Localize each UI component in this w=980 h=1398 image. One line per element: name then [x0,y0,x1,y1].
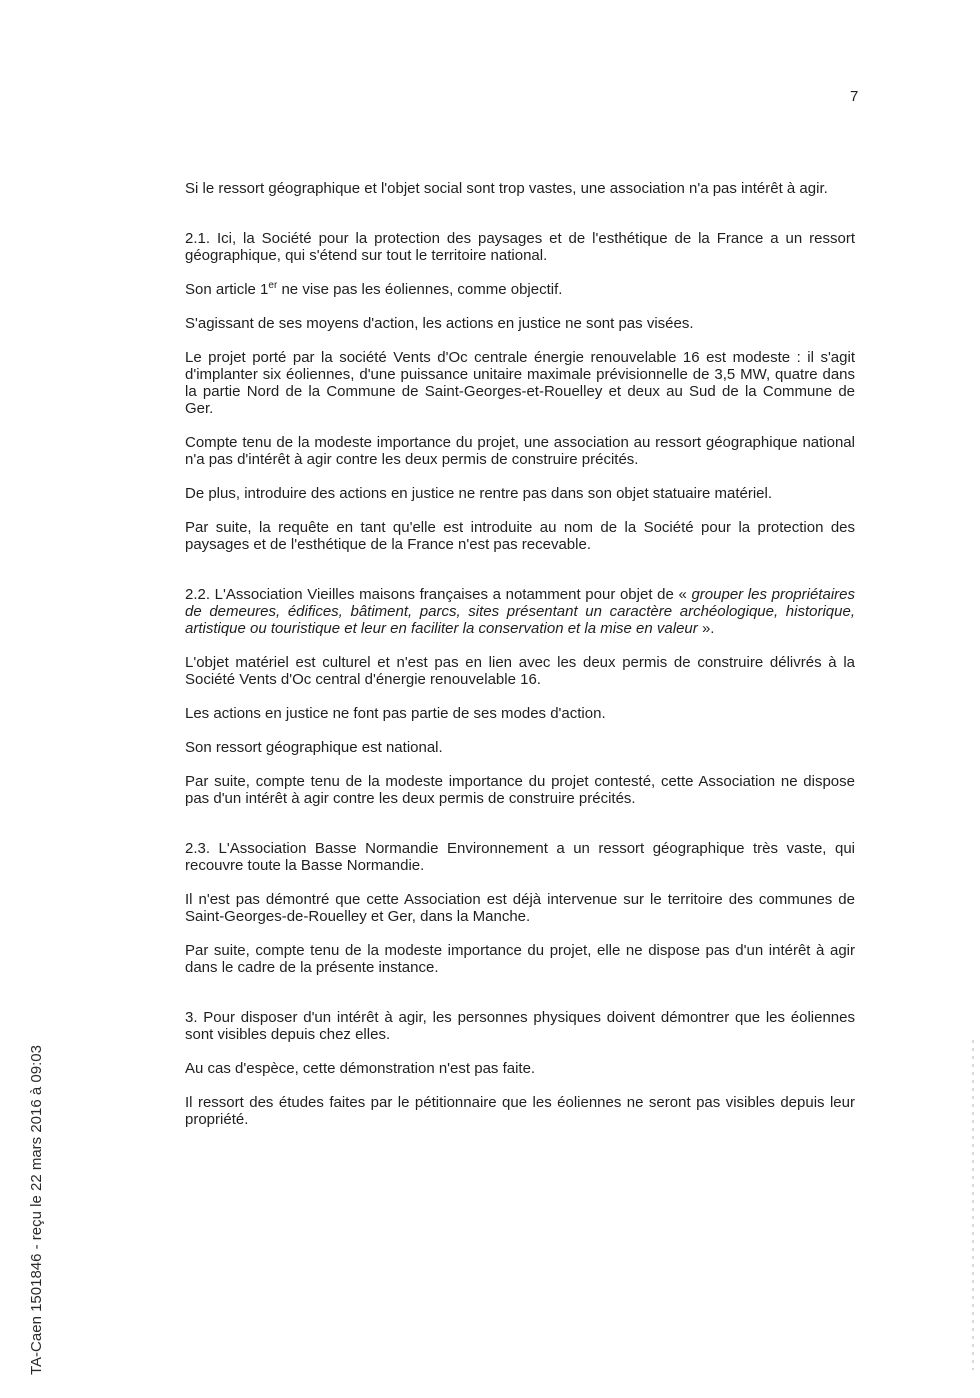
paragraph-section-3: 3. Pour disposer d'un intérêt à agir, les personnes physiques doivent démontrer que les éoliennes sont visibles depuis chez elles. [185,1009,855,1043]
paragraph: Il ressort des études faites par le pétitionnaire que les éoliennes ne seront pas visibles depuis leur propriété. [185,1094,855,1128]
paragraph: Compte tenu de la modeste importance du projet, une association au ressort géographique national n'a pas d'intérêt à agir contre les deux permis de construire précités. [185,434,855,468]
paragraph: Son ressort géographique est national. [185,739,443,756]
quoted-objet: grouper les propriétaires de demeures, édifices, bâtiment, parcs, sites présentant un caractère archéologique, historique, artistique ou touristique et leur en faciliter la conservation et la mise en valeur [185,586,855,637]
text-span: ne vise pas les éoliennes, comme objectif. [277,281,563,298]
text-span: ». [697,620,715,637]
paragraph: Par suite, compte tenu de la modeste importance du projet contesté, cette Association ne dispose pas d'un intérêt à agir contre les deux permis de construire précités. [185,773,855,807]
paragraph: De plus, introduire des actions en justice ne rentre pas dans son objet statuaire matériel. [185,485,772,502]
paragraph: Les actions en justice ne font pas partie de ses modes d'action. [185,705,606,722]
receipt-stamp: TA-Caen 1501846 - reçu le 22 mars 2016 à 09:03 [28,1045,45,1375]
paragraph: Par suite, compte tenu de la modeste importance du projet, elle ne dispose pas d'un intérêt à agir dans le cadre de la présente instance. [185,942,855,976]
scan-edge-artifact [972,1040,974,1370]
paragraph: Le projet porté par la société Vents d'Oc centrale énergie renouvelable 16 est modeste : il s'agit d'implanter six éoliennes, d'une puissance unitaire maximale prévisionnelle de 3,5 MW, quatre dans la partie Nord de la Commune de Saint-Georges-et-Rouelley et deux au Sud de la Commune de Ger. [185,349,855,417]
paragraph: Il n'est pas démontré que cette Association est déjà intervenue sur le territoire des communes de Saint-Georges-de-Rouelley et Ger, dans la Manche. [185,891,855,925]
paragraph-section-2-2 [185,586,855,637]
paragraph: S'agissant de ses moyens d'action, les actions en justice ne sont pas visées. [185,315,694,332]
superscript: er [268,280,278,291]
page-number: 7 [850,88,859,105]
paragraph: L'objet matériel est culturel et n'est pas en lien avec les deux permis de construire délivrés à la Société Vents d'Oc central d'énergie renouvelable 16. [185,654,855,688]
paragraph [185,281,855,298]
paragraph: Si le ressort géographique et l'objet social sont trop vastes, une association n'a pas intérêt à agir. [185,180,828,197]
document-body [185,180,855,1128]
paragraph-section-2-1: 2.1. Ici, la Société pour la protection des paysages et de l'esthétique de la France a un ressort géographique, qui s'étend sur tout le territoire national. [185,230,855,264]
paragraph-section-2-3: 2.3. L'Association Basse Normandie Environnement a un ressort géographique très vaste, qui recouvre toute la Basse Normandie. [185,840,855,874]
text-span: 2.2. L'Association Vieilles maisons françaises a notamment pour objet de « [185,586,692,603]
paragraph: Au cas d'espèce, cette démonstration n'est pas faite. [185,1060,536,1077]
paragraph: Par suite, la requête en tant qu'elle est introduite au nom de la Société pour la protection des paysages et de l'esthétique de la France n'est pas recevable. [185,519,855,553]
text-span: Son article 1 [185,281,269,298]
